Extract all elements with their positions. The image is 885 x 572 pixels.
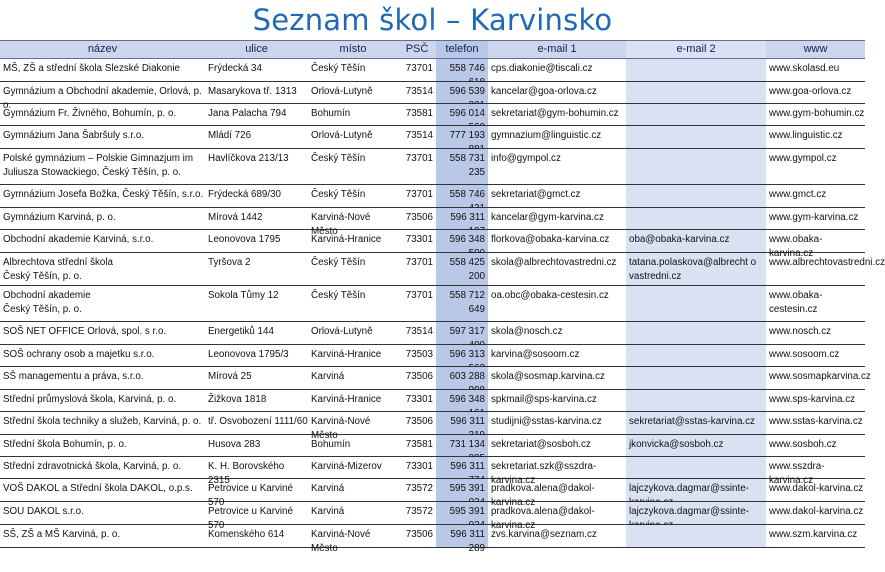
town-cell: Orlová-Lutyně — [311, 130, 373, 141]
email-2-cell — [626, 126, 766, 148]
email-1-cell[interactable]: pradkova.alena@dakol-karvina.cz — [491, 506, 595, 531]
street-cell: Petrovice u Karviné 570 — [208, 506, 293, 531]
phone-cell: 558 746 — [436, 185, 488, 207]
email-2-cell[interactable]: jkonvicka@sosboh.cz — [626, 435, 766, 456]
email-2-cell — [626, 104, 766, 125]
email-1-cell[interactable]: gymnazium@linguistic.cz — [491, 130, 602, 141]
email-2-cell — [626, 457, 766, 478]
town-cell: Český Těšín — [311, 257, 366, 268]
town-cell: Karviná — [311, 506, 345, 517]
street-cell: Tyršova 2 — [208, 257, 251, 268]
phone-cell: 596 311 — [436, 412, 488, 434]
phone-cell: 558 731 235 — [436, 149, 488, 184]
street-cell: Mládí 726 — [208, 130, 252, 141]
website-cell[interactable]: www.albrechtovastredni.cz — [769, 257, 885, 268]
street-cell: tř. Osvobození 1111/60 — [208, 416, 308, 427]
town-cell: Český Těšín — [311, 290, 366, 301]
town-cell: Orlová-Lutyně — [311, 86, 373, 97]
table-row — [0, 104, 865, 126]
column-header-ulice: ulice — [245, 43, 268, 55]
table-row — [0, 457, 865, 486]
school-name-cell: VOŠ DAKOL a Střední škola DAKOL, o.p.s. — [3, 483, 193, 494]
phone-cell: 596 311 — [436, 208, 488, 229]
website-cell[interactable]: www.obaka-karvina.cz — [769, 234, 823, 259]
page-title — [0, 0, 865, 40]
website-cell[interactable]: www.gym-bohumin.cz — [769, 108, 865, 119]
street-cell: Mírová 1442 — [208, 212, 263, 223]
website-cell[interactable]: www.sosoom.cz — [769, 349, 840, 360]
town-cell: Karviná-Hranice — [311, 234, 382, 245]
postal-code-cell: 73701 — [405, 63, 433, 74]
school-name-cell: Střední škola Bohumín, p. o. — [3, 439, 127, 450]
table-row — [0, 367, 871, 390]
postal-code-cell: 73506 — [405, 529, 433, 540]
table-row — [0, 59, 865, 82]
email-1-cell[interactable]: karvina@sosoom.cz — [491, 349, 580, 360]
town-cell: Karviná — [311, 483, 345, 494]
email-1-cell[interactable]: sekretariat.szk@sszdra-karvina.cz — [491, 461, 597, 486]
school-name-cell: Gymnázium Fr. Živného, Bohumín, p. o. — [3, 108, 177, 119]
postal-code-cell: 73506 — [405, 416, 433, 427]
email-2-cell — [626, 286, 766, 321]
website-cell[interactable]: www.linguistic.cz — [769, 130, 843, 141]
street-cell: Energetiků 144 — [208, 326, 274, 337]
email-1-cell[interactable]: skola@albrechtovastredni.cz — [491, 257, 617, 268]
phone-cell: 595 391 — [436, 502, 488, 524]
column-header-www: www — [803, 43, 828, 55]
email-2-cell — [626, 367, 766, 389]
street-cell: K. H. Borovského 2315 — [208, 461, 285, 486]
postal-code-cell: 73572 — [405, 483, 433, 494]
town-cell: Bohumín — [311, 439, 351, 450]
website-cell[interactable]: www.szm.karvina.cz — [769, 529, 858, 540]
school-name-cell: Střední průmyslová škola, Karviná, p. o. — [3, 394, 177, 405]
school-name-cell: SOŠ NET OFFICE Orlová, spol. s r.o. — [3, 326, 167, 337]
postal-code-cell: 73581 — [405, 108, 433, 119]
postal-code-cell: 73503 — [405, 349, 433, 360]
postal-code-cell: 73581 — [405, 439, 433, 450]
email-1-cell[interactable]: florkova@obaka-karvina.cz — [491, 234, 610, 245]
school-name-cell: Střední škola techniky a služeb, Karviná, p. o. — [3, 416, 202, 427]
street-cell: Mírová 25 — [208, 371, 252, 382]
email-2-cell — [626, 185, 766, 207]
postal-code-cell: 73514 — [405, 130, 433, 141]
phone-cell: 596 311 — [436, 457, 488, 478]
email-1-cell[interactable]: kancelar@goa-orlova.cz — [491, 86, 597, 97]
table-body — [0, 59, 885, 554]
school-name-cell: SŠ, ZŠ a MŠ Karviná, p. o. — [3, 529, 121, 540]
postal-code-cell: 73514 — [405, 326, 433, 337]
email-2-cell[interactable]: sekretariat@sstas-karvina.cz — [626, 412, 766, 434]
table-row — [0, 253, 885, 286]
email-1-cell[interactable]: sekretariat@gym-bohumin.cz — [491, 108, 619, 119]
column-header-telefon: telefon — [436, 41, 488, 58]
phone-cell: 603 288 — [436, 367, 488, 389]
town-cell: Karviná-Nové Město — [311, 416, 371, 441]
phone-cell: 777 193 — [436, 126, 488, 148]
town-cell: Karviná-Hranice — [311, 349, 382, 360]
street-cell: Jana Palacha 794 — [208, 108, 287, 119]
phone-cell: 596 014 — [436, 104, 488, 125]
town-cell: Karviná-Hranice — [311, 394, 382, 405]
table-row — [0, 479, 865, 508]
street-cell: Masarykova tř. 1313 — [208, 86, 297, 97]
email-2-cell — [626, 82, 766, 103]
school-table — [0, 40, 885, 554]
email-1-cell[interactable]: kancelar@gym-karvina.cz — [491, 212, 604, 223]
website-cell[interactable]: www.sosmapkarvina.cz — [769, 371, 871, 382]
column-header-nazev: název — [87, 43, 118, 55]
school-name-cell: Gymnázium Josefa Božka, Český Těšín, s.r.o. — [3, 189, 204, 200]
phone-cell: 596 539 — [436, 82, 488, 103]
postal-code-cell: 73701 — [405, 257, 433, 268]
phone-cell: 595 391 — [436, 479, 488, 501]
school-name-cell: Gymnázium Karviná, p. o. — [3, 212, 116, 223]
table-row — [0, 286, 865, 322]
town-cell: Český Těšín — [311, 63, 366, 74]
school-name-cell: Střední zdravotnická škola, Karviná, p. o. — [3, 461, 182, 472]
phone-cell: 731 134 — [436, 435, 488, 456]
school-name-cell: Obchodní akademie Karviná, s.r.o. — [3, 234, 154, 245]
table-row — [0, 502, 865, 531]
postal-code-cell: 73701 — [405, 189, 433, 200]
town-cell: Karviná — [311, 371, 345, 382]
phone-cell: 596 348 — [436, 390, 488, 411]
column-header-misto: místo — [339, 43, 367, 55]
phone-cell: 597 317 — [436, 322, 488, 344]
table-row — [0, 435, 865, 457]
postal-code-cell: 73301 — [405, 461, 433, 472]
email-1-cell[interactable]: info@gympol.cz — [491, 153, 561, 164]
town-cell: Karviná-Mizerov — [311, 461, 382, 472]
website-cell[interactable]: www.goa-orlova.cz — [769, 86, 852, 97]
postal-code-cell: 73301 — [405, 234, 433, 245]
street-cell: Leonovova 1795/3 — [208, 349, 289, 360]
email-1-cell[interactable]: oa.obc@obaka-cestesin.cz — [491, 290, 609, 301]
town-cell: Bohumín — [311, 108, 351, 119]
street-cell: Petrovice u Karviné 570 — [208, 483, 293, 508]
email-2-cell[interactable]: oba@obaka-karvina.cz — [626, 230, 766, 252]
phone-cell: 596 311 289 — [436, 525, 488, 547]
town-cell: Český Těšín — [311, 153, 366, 164]
page-title-text: Seznam škol – Karvinsko — [252, 3, 613, 37]
street-cell: Frýdecká 34 — [208, 63, 262, 74]
postal-code-cell: 73572 — [405, 506, 433, 517]
street-cell: Žižkova 1818 — [208, 394, 267, 405]
table-row — [0, 345, 865, 367]
phone-cell: 596 313 — [436, 345, 488, 366]
column-header-email1: e-mail 1 — [537, 43, 577, 55]
town-cell: Karviná-Nové Město — [311, 212, 371, 237]
column-header-psc: PSČ — [405, 43, 429, 55]
school-name-cell: Polské gymnázium – Polskie Gimnazjum im Juliusza Stowackiego, Český Těšín, p. o. — [3, 153, 194, 178]
email-1-cell[interactable]: zvs.karvina@seznam.cz — [491, 529, 597, 540]
email-1-cell[interactable]: skola@sosmap.karvina.cz — [491, 371, 605, 382]
postal-code-cell: 73701 — [405, 153, 433, 164]
school-name-cell: SŠ managementu a práva, s.r.o. — [3, 371, 144, 382]
street-cell: Leonovova 1795 — [208, 234, 281, 245]
email-1-cell[interactable]: spkmail@sps-karvina.cz — [491, 394, 597, 405]
email-1-cell[interactable]: skola@nosch.cz — [491, 326, 563, 337]
school-name-cell: MŠ, ZŠ a střední škola Slezské Diakonie — [3, 63, 180, 74]
email-2-cell — [626, 149, 766, 184]
street-cell: Sokola Tůmy 12 — [208, 290, 279, 301]
website-cell[interactable]: www.sstas-karvina.cz — [769, 416, 863, 427]
email-2-cell[interactable]: lajczykova.dagmar@ssinte- — [626, 502, 766, 524]
street-cell: Husova 283 — [208, 439, 261, 450]
email-1-cell[interactable]: cps.diakonie@tiscali.cz — [491, 63, 593, 74]
postal-code-cell: 73701 — [405, 290, 433, 301]
email-1-cell[interactable]: sekretariat@gmct.cz — [491, 189, 581, 200]
website-cell[interactable]: www.sszdra-karvina.cz — [769, 461, 825, 486]
website-cell[interactable]: www.sps-karvina.cz — [769, 394, 856, 405]
email-2-cell — [626, 322, 766, 344]
street-cell: Havlíčkova 213/13 — [208, 153, 289, 164]
school-name-cell: Gymnázium Jana Šabršuly s.r.o. — [3, 130, 145, 141]
town-cell: Karviná-Nové Město — [311, 529, 371, 554]
website-cell[interactable]: www.gym-karvina.cz — [769, 212, 859, 223]
school-name-cell: Albrechtova střední škola Český Těšín, p. o. — [3, 257, 113, 282]
email-2-cell — [626, 208, 766, 229]
table-row — [0, 322, 865, 345]
table-row — [0, 185, 865, 208]
postal-code-cell: 73301 — [405, 394, 433, 405]
phone-cell: 558 712 649 — [436, 286, 488, 321]
email-1-cell[interactable]: pradkova.alena@dakol-karvina.cz — [491, 483, 595, 508]
website-cell[interactable]: www.sosboh.cz — [769, 439, 837, 450]
email-1-cell[interactable]: studijni@sstas-karvina.cz — [491, 416, 602, 427]
street-cell: Frýdecká 689/30 — [208, 189, 281, 200]
postal-code-cell: 73514 — [405, 86, 433, 97]
email-2-cell — [626, 345, 766, 366]
table-row — [0, 82, 865, 111]
website-cell[interactable]: www.nosch.cz — [769, 326, 832, 337]
email-2-cell — [626, 59, 766, 81]
phone-cell: 558 425 200 — [436, 253, 488, 285]
website-cell[interactable]: www.dakol-karvina.cz — [769, 483, 864, 494]
postal-code-cell: 73506 — [405, 212, 433, 223]
website-cell[interactable]: www.skolasd.eu — [769, 63, 840, 74]
website-cell[interactable]: www.obaka-cestesin.cz — [769, 290, 823, 315]
phone-cell: 596 348 — [436, 230, 488, 252]
table-row — [0, 230, 865, 259]
email-2-cell — [626, 390, 766, 411]
town-cell: Orlová-Lutyně — [311, 326, 373, 337]
school-name-cell: SOU DAKOL s.r.o. — [3, 506, 84, 517]
email-2-cell — [626, 525, 766, 547]
column-header-email2: e-mail 2 — [626, 41, 766, 58]
website-cell[interactable]: www.gympol.cz — [769, 153, 837, 164]
table-row — [0, 525, 865, 554]
website-cell[interactable]: www.dakol-karvina.cz — [769, 506, 864, 517]
table-row — [0, 412, 865, 441]
school-name-cell: SOŠ ochrany osob a majetku s.r.o. — [3, 349, 155, 360]
email-2-cell[interactable]: lajczykova.dagmar@ssinte- — [626, 479, 766, 501]
email-2-cell[interactable]: tatana.polaskova@albrecht o vastredni.cz — [626, 253, 766, 285]
table-row — [0, 126, 865, 149]
school-name-cell: Gymnázium a Obchodní akademie, Orlová, p. o. — [3, 86, 202, 111]
email-1-cell[interactable]: sekretariat@sosboh.cz — [491, 439, 591, 450]
phone-cell: 558 746 — [436, 59, 488, 81]
street-cell: Komenského 614 — [208, 529, 285, 540]
postal-code-cell: 73506 — [405, 371, 433, 382]
table-header — [0, 40, 865, 59]
website-cell[interactable]: www.gmct.cz — [769, 189, 827, 200]
town-cell: Český Těšín — [311, 189, 366, 200]
school-name-cell: Obchodní akademie Český Těšín, p. o. — [3, 290, 91, 315]
table-row — [0, 149, 865, 185]
table-row — [0, 208, 865, 237]
table-row — [0, 390, 865, 412]
